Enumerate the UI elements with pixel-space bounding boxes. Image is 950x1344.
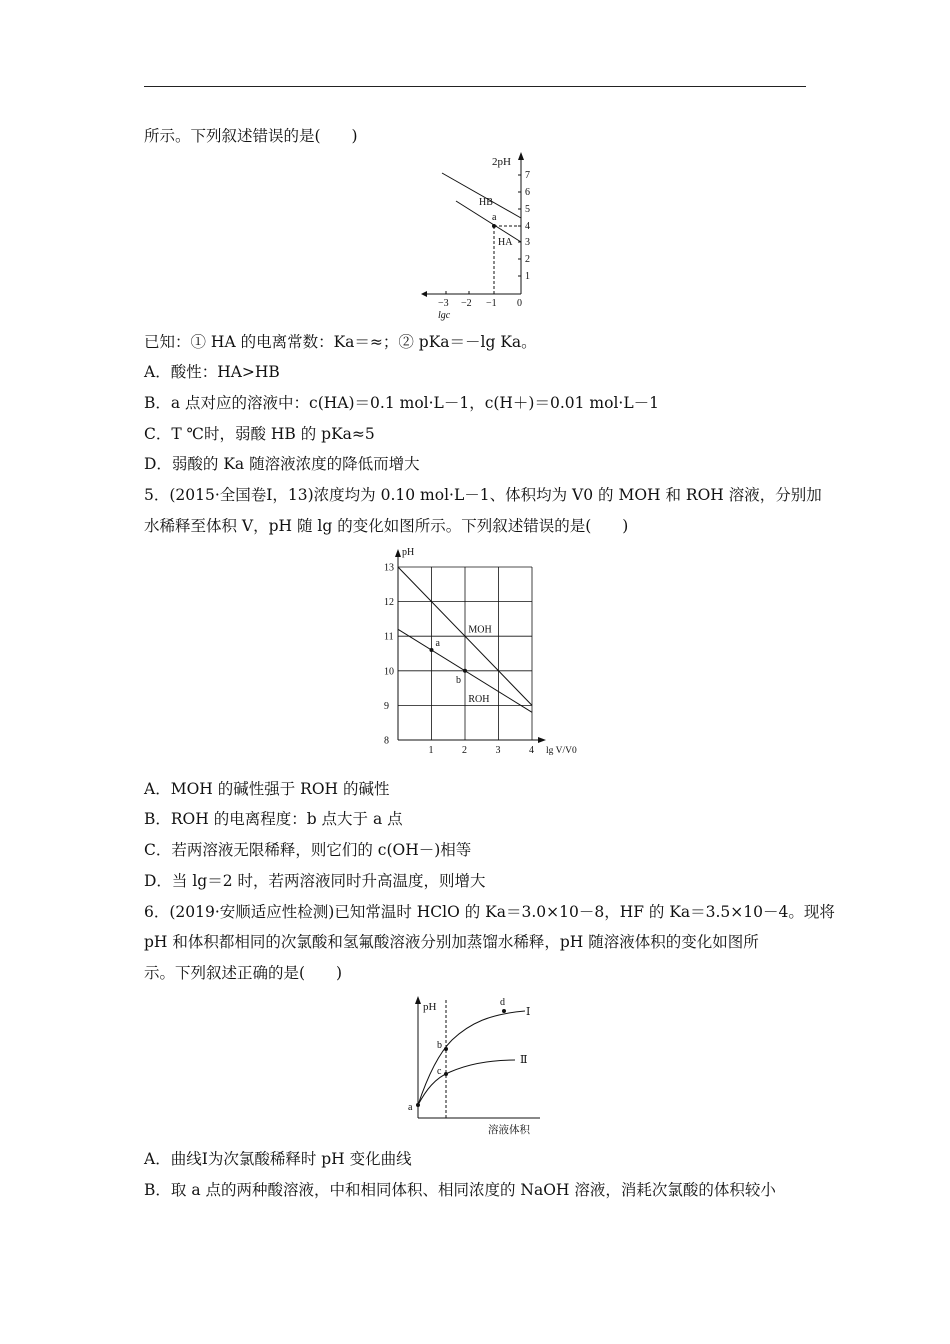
q5-ytick-label: 11 [384,631,394,643]
q4-point-a [492,224,496,228]
q5-x-arrow [538,737,546,743]
q6-point-c [444,1072,448,1076]
q6-point-d [502,1009,506,1013]
q5-ytick-label: 8 [384,735,389,747]
q5-y-arrow [395,549,401,557]
q6-curve-I [418,1011,528,1105]
q6-label-a: a [408,1102,413,1113]
q5-point-a [430,648,434,652]
q4-xtick: 0 [517,298,522,309]
q5-option-a: A．MOH 的碱性强于 ROH 的碱性 [144,780,390,798]
q6-stem-line2: pH 和体积都相同的次氯酸和氢氟酸溶液分别加蒸馏水稀释，pH 随溶液体积的变化如图所 [144,933,759,951]
q5-ytick-label: 13 [384,562,394,574]
q4-hb-line [442,173,521,218]
q5-ytick-label: 9 [384,700,389,712]
q6-point-a [416,1103,420,1107]
q5-point-label-a: a [435,638,440,650]
q6-option-b: B．取 a 点的两种酸溶液，中和相同体积、相同浓度的 NaOH 溶液，消耗次氯酸的体积较小 [144,1181,776,1199]
q4-option-d: D．弱酸的 Ka 随溶液浓度的降低而增大 [144,455,420,473]
q6-figure [400,990,550,1140]
q4-ytick: 4 [525,221,530,232]
q4-ytick: 2 [525,254,530,265]
q5-xtick-label: 4 [529,745,534,756]
q4-option-a: A．酸性：HA>HB [144,363,280,381]
q4-point-a-label: a [492,212,497,223]
q4-ha-label: HA [498,237,513,248]
q4-y-label: 2pH [492,156,511,168]
q6-stem-line1: 6．(2019·安顺适应性检测)已知常温时 HClO 的 Ka＝3.0×10－8，HF 的 Ka＝3.5×10－4。现将 [144,903,835,921]
header-rule [144,86,806,87]
q6-option-a: A．曲线Ⅰ为次氯酸稀释时 pH 变化曲线 [144,1150,412,1168]
q4-option-c: C．T ℃时，弱酸 HB 的 pKa≈5 [144,425,375,443]
q4-xtick: −3 [438,298,449,309]
q5-xtick-label: 3 [495,745,501,756]
q6-x-label: 溶液体积 [488,1125,530,1136]
q4-intro: 所示。下列叙述错误的是( ) [144,127,358,145]
q5-ytick-label: 12 [384,597,394,609]
q6-curve-II-label: Ⅱ [520,1054,528,1066]
q6-label-b: b [437,1040,442,1051]
q5-xtick-label: 2 [462,745,467,756]
q6-point-b [444,1047,448,1051]
q5-ytick-label: 10 [384,666,394,678]
q5-y-label: pH [402,547,415,558]
q4-hb-label: HB [479,197,493,208]
q4-ytick: 3 [525,237,530,248]
q6-curve-I-label: Ⅰ [526,1006,531,1018]
q4-known: 已知：① HA 的电离常数：Ka＝≈；② pKa＝－lg Ka。 [144,333,537,351]
q4-ytick: 6 [525,187,530,198]
q6-label-d: d [500,997,505,1008]
q4-xtick: −2 [461,298,472,309]
q5-point-b [463,669,467,673]
q4-ytick: 1 [525,271,530,282]
q4-figure [418,150,538,322]
q5-xtick-label: 1 [428,745,434,756]
q5-option-d: D．当 lg＝2 时，若两溶液同时升高温度，则增大 [144,872,486,890]
q4-ytick: 7 [525,170,530,181]
q4-x-label: lgc [438,310,451,321]
q5-chart [372,540,582,772]
q4-xtick: −1 [486,298,497,309]
q6-curve-II [418,1060,515,1105]
q5-point-label-b: b [456,674,461,686]
q5-option-c: C．若两溶液无限稀释，则它们的 c(OH－)相等 [144,841,472,859]
q4-option-b: B．a 点对应的溶液中：c(HA)＝0.1 mol·L－1，c(H＋)＝0.01 mol·L－1 [144,394,659,412]
q5-series-label-MOH: MOH [468,624,492,636]
q6-label-c: c [437,1066,442,1077]
q5-option-b: B．ROH 的电离程度：b 点大于 a 点 [144,810,403,828]
q6-stem-line3: 示。下列叙述正确的是( ) [144,964,343,982]
q5-stem-line1: 5．(2015·全国卷Ⅰ，13)浓度均为 0.10 mol·L－1、体积均为 V0 的 MOH 和 ROH 溶液，分别加 [144,486,822,504]
q5-series-label-ROH: ROH [468,693,490,705]
q5-x-label: lg V/V0 [546,746,577,756]
q5-stem-line2: 水稀释至体积 V，pH 随 lg 的变化如图所示。下列叙述错误的是( ) [144,517,629,535]
q6-y-label: pH [423,1001,437,1013]
q4-ytick: 5 [525,204,530,215]
